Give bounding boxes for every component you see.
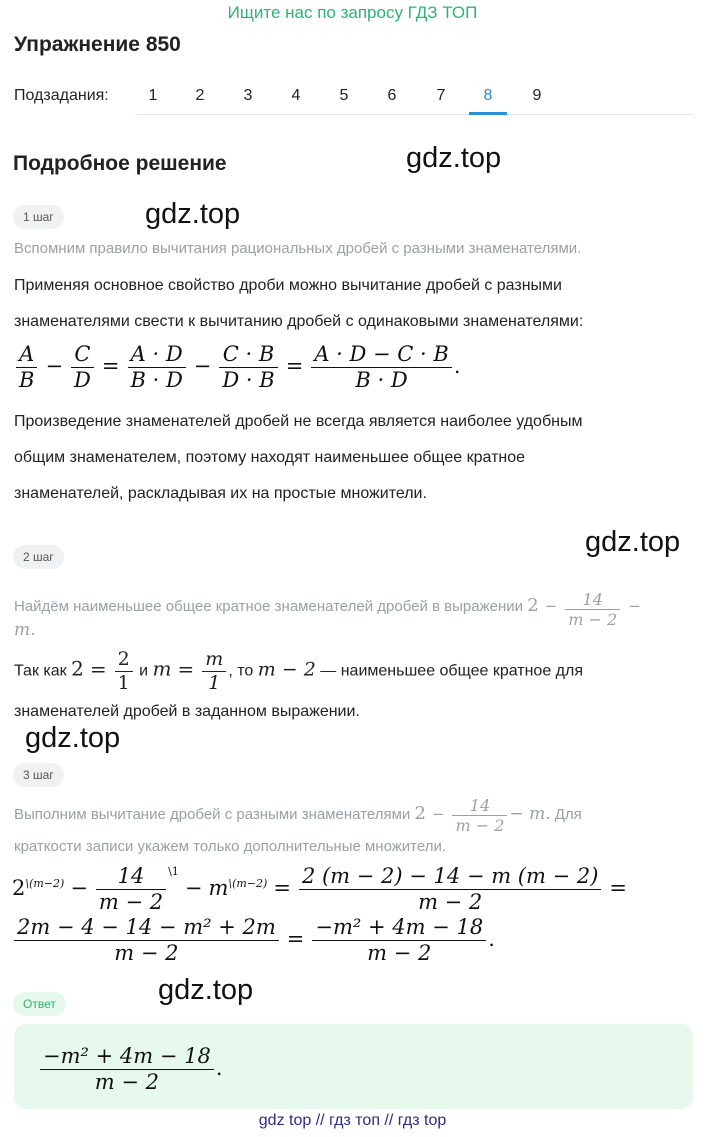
subtask-tab-7[interactable]: 7 bbox=[436, 87, 446, 104]
step-3-formula-line-1: $2^{\backslash(m-2)}$ − $\frac{14}{m - 2}$ $^{\backslash 1}- m^{\backslash(m-2)}$ = $\frac{2 (m - 2) - 14 - m (m - 2)}{m - 2}$ = bbox=[12, 864, 628, 915]
subtask-tab-1[interactable]: 1 bbox=[148, 87, 158, 104]
step-1-formula: $\frac{A}{B}$ − $\frac{C}{D}$ = $\frac{A \cdot D}{B \cdot D}$ − $\frac{C \cdot B}{D \cdot B}$ = $\frac{A \cdot D - C \cdot B}{B \cdot D}$ . bbox=[14, 342, 461, 393]
subtasks-divider bbox=[135, 114, 693, 115]
footer-links[interactable]: gdz top // гдз топ // гдз top bbox=[258, 1112, 447, 1129]
step-2-hint-cont: m. bbox=[14, 620, 36, 640]
fraction: $\frac{2}{1}$ bbox=[115, 648, 133, 695]
fraction: $\frac{\text{−m² + 4m − 18}}{m - 2}$ bbox=[312, 915, 486, 966]
fraction: $\frac{14}{m - 2}$ bbox=[452, 796, 507, 835]
step-1-text: Применяя основное свойство дроби можно вычитание дробей с разными bbox=[14, 277, 562, 294]
step-2-hint: Найдём наименьшее общее кратное знаменателей дробей в выражении 2 − $\frac{14}{m - 2}$ − bbox=[14, 590, 641, 630]
subtask-tab-9[interactable]: 9 bbox=[532, 87, 542, 104]
answer-badge: Ответ bbox=[13, 992, 66, 1016]
section-title: Подробное решение bbox=[13, 152, 227, 175]
active-tab-indicator bbox=[469, 112, 507, 115]
fraction: $\frac{m}{1}$ bbox=[202, 648, 226, 695]
fraction: $\frac{2 (m - 2) - 14 - m (m - 2)}{m - 2}$ bbox=[299, 864, 601, 915]
page-title: Упражнение 850 bbox=[14, 33, 181, 56]
fraction: $\frac{14}{m - 2}$ bbox=[565, 590, 620, 629]
step-2-text: Так как 2 = $\frac{2}{1}$ и m = $\frac{m}{1}$ , то m − 2 — наименьшее общее кратное для bbox=[14, 648, 584, 694]
subtask-tab-3[interactable]: 3 bbox=[243, 87, 253, 104]
subtask-tab-8[interactable]: 8 bbox=[483, 87, 493, 104]
step-1-text: знаменателями свести к вычитанию дробей с одинаковыми знаменателями: bbox=[14, 313, 584, 330]
watermark: gdz.top bbox=[585, 526, 681, 558]
subtask-tab-5[interactable]: 5 bbox=[339, 87, 349, 104]
step-1-hint: Вспомним правило вычитания рациональных дробей с разными знаменателями. bbox=[14, 240, 582, 257]
step-2-text: знаменателей дробей в заданном выражении. bbox=[14, 703, 360, 720]
subtasks-label: Подзадания: bbox=[14, 87, 109, 104]
fraction: $\frac{A \cdot D}{B \cdot D}$ bbox=[128, 342, 186, 393]
fraction: $\frac{\text{−m² + 4m − 18}}{m - 2}$ bbox=[40, 1044, 214, 1095]
step-3-hint-cont: краткости записи укажем только дополнительные множители. bbox=[14, 838, 447, 855]
fraction: $\frac{C \cdot B}{D \cdot B}$ bbox=[219, 342, 277, 393]
step-1-text: знаменателей, раскладывая их на простые множители. bbox=[14, 485, 427, 502]
step-3-formula-line-2: $\frac{\text{2m − 4 − 14 − m² + 2m}}{m - 2}$ = $\frac{\text{−m² + 4m − 18}}{m - 2}$ . bbox=[12, 915, 495, 966]
fraction: $\frac{14}{m - 2}$ bbox=[96, 864, 166, 915]
subtask-tab-2[interactable]: 2 bbox=[195, 87, 205, 104]
subtask-tab-4[interactable]: 4 bbox=[291, 87, 301, 104]
watermark: gdz.top bbox=[406, 142, 502, 174]
step-3-badge: 3 шаг bbox=[13, 763, 64, 787]
watermark: gdz.top bbox=[145, 198, 241, 230]
step-2-badge: 2 шаг bbox=[13, 545, 64, 569]
step-1-text: Произведение знаменателей дробей не всегда является наиболее удобным bbox=[14, 413, 583, 430]
fraction: $\frac{C}{D}$ bbox=[71, 342, 94, 393]
fraction: $\frac{\text{2m − 4 − 14 − m² + 2m}}{m - 2}$ bbox=[14, 915, 279, 966]
answer-formula: $\frac{\text{−m² + 4m − 18}}{m - 2}$ . bbox=[38, 1044, 223, 1095]
step-1-text: общим знаменателем, поэтому находят наименьшее общее кратное bbox=[14, 449, 526, 466]
step-1-badge: 1 шаг bbox=[13, 205, 64, 229]
fraction: $\frac{A}{B}$ bbox=[16, 342, 37, 393]
subtask-tab-6[interactable]: 6 bbox=[387, 87, 397, 104]
step-3-hint: Выполним вычитание дробей с разными знаменателями 2 − $\frac{14}{m - 2}$ − m. Для bbox=[14, 796, 582, 836]
fraction: $\frac{A \cdot D - C \cdot B}{B \cdot D}$ bbox=[311, 342, 452, 393]
top-banner: Ищите нас по запросу ГДЗ ТОП bbox=[227, 3, 478, 22]
watermark: gdz.top bbox=[25, 722, 121, 754]
watermark: gdz.top bbox=[158, 974, 254, 1006]
